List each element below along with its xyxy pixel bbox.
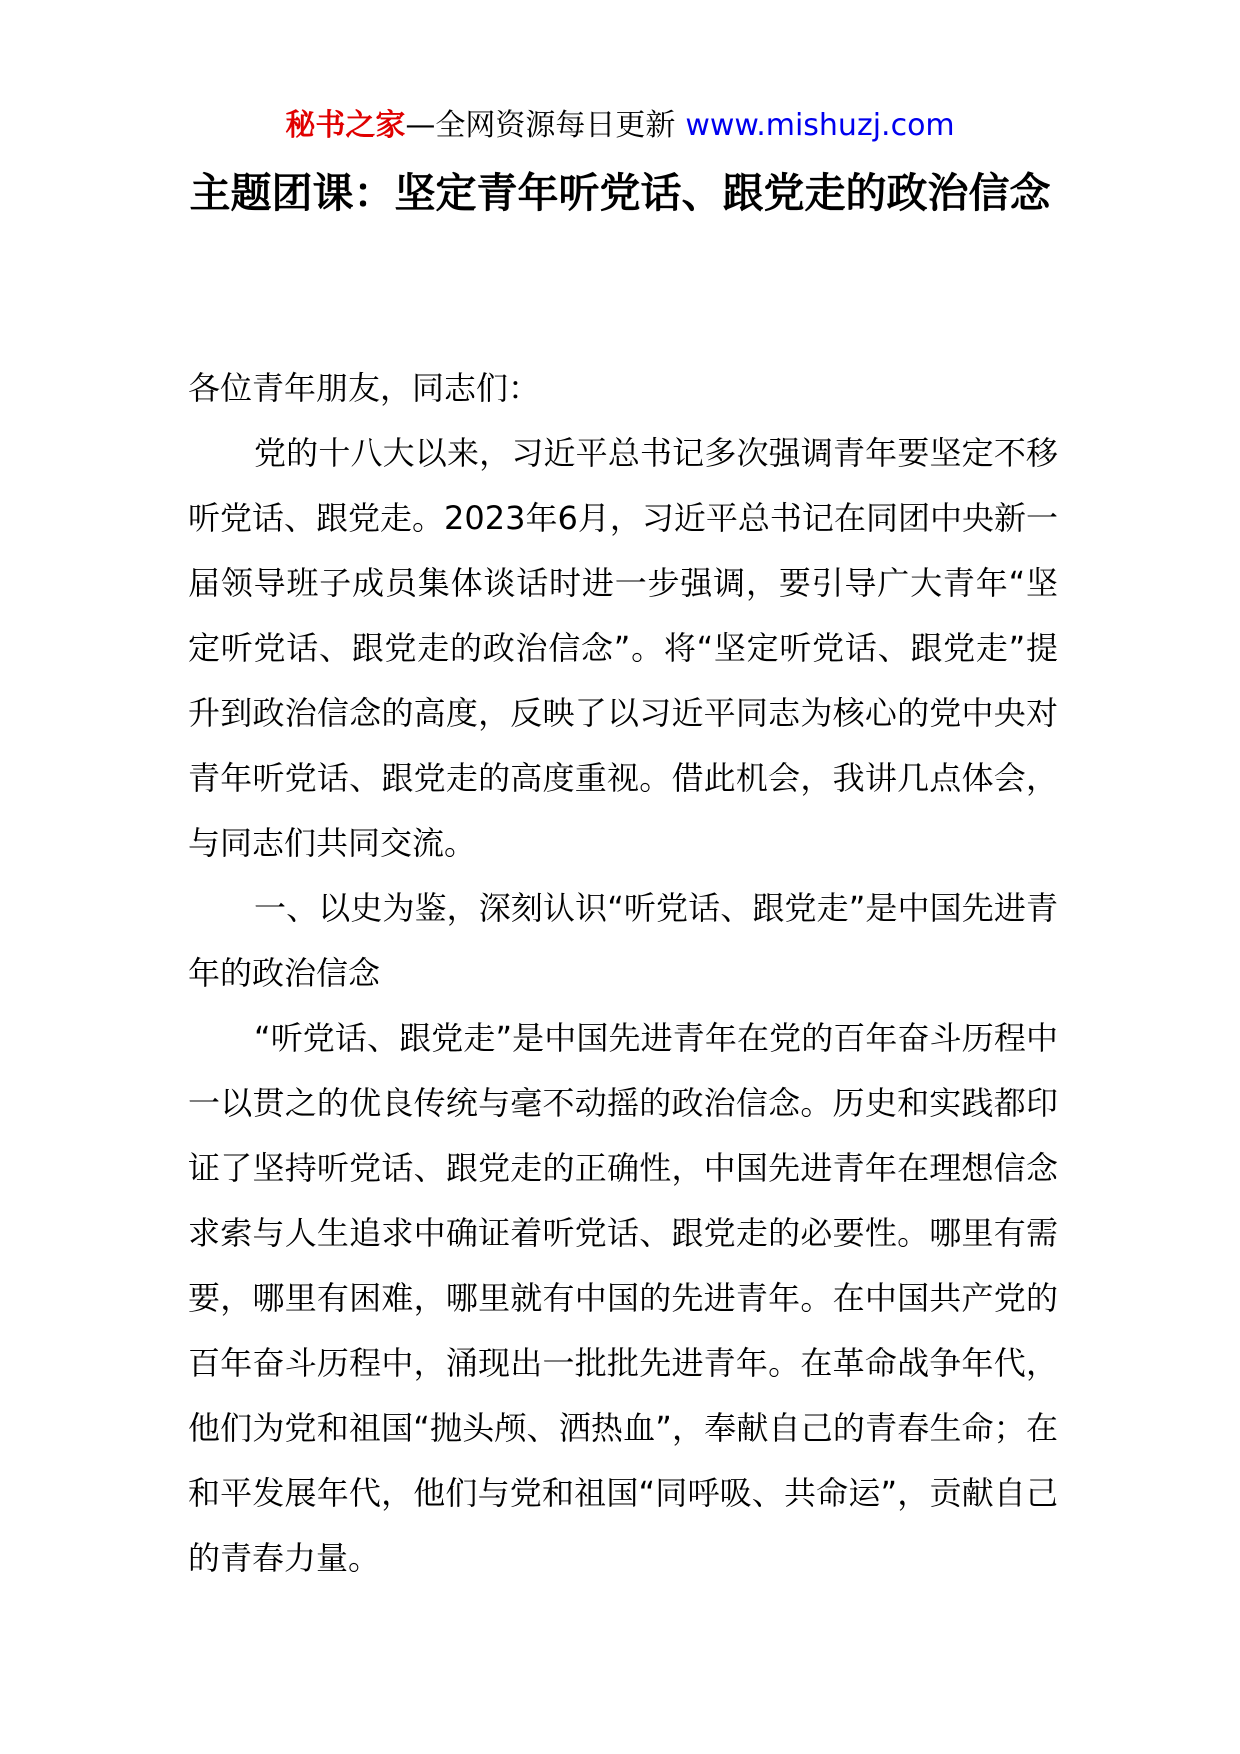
brand-name: 秘书之家 [285, 108, 406, 143]
document-title: 主题团课：坚定青年听党话、跟党走的政治信念 [189, 169, 1051, 217]
salutation: 各位青年朋友，同志们： [188, 369, 541, 407]
document-body [188, 356, 1058, 1591]
header-tagline: —全网资源每日更新 [405, 108, 676, 143]
site-url-link[interactable]: www.mishuzj.com [685, 108, 955, 143]
section-heading-1: 一、以史为鉴，深刻认识“听党话、跟党走”是中国先进青年的政治信念 [188, 889, 1058, 992]
paragraph-history: “听党话、跟党走”是中国先进青年在党的百年奋斗历程中一以贯之的优良传统与毫不动摇的政治信念。历史和实践都印证了坚持听党话、跟党走的正确性，中国先进青年在理想信念求索与人生追求中确证着听党话、跟党走的必要性。哪里有需要，哪里有困难，哪里就有中国的先进青年。在中国共产党的百年奋斗历程中，涌现出一批批先进青年。在革命战争年代，他们为党和祖国“抛头颅、洒热血”，奉献自己的青春生命；在和平发展年代，他们与党和祖国“同呼吸、共命运”，贡献自己的青春力量。 [188, 1019, 1058, 1577]
site-header [0, 104, 1240, 148]
paragraph-intro: 党的十八大以来，习近平总书记多次强调青年要坚定不移听党话、跟党走。2023年6月，习近平总书记在同团中央新一届领导班子成员集体谈话时进一步强调，要引导广大青年“坚定听党话、跟党走的政治信念”。将“坚定听党话、跟党走”提升到政治信念的高度，反映了以习近平同志为核心的党中央对青年听党话、跟党走的高度重视。借此机会，我讲几点体会，与同志们共同交流。 [188, 434, 1058, 862]
